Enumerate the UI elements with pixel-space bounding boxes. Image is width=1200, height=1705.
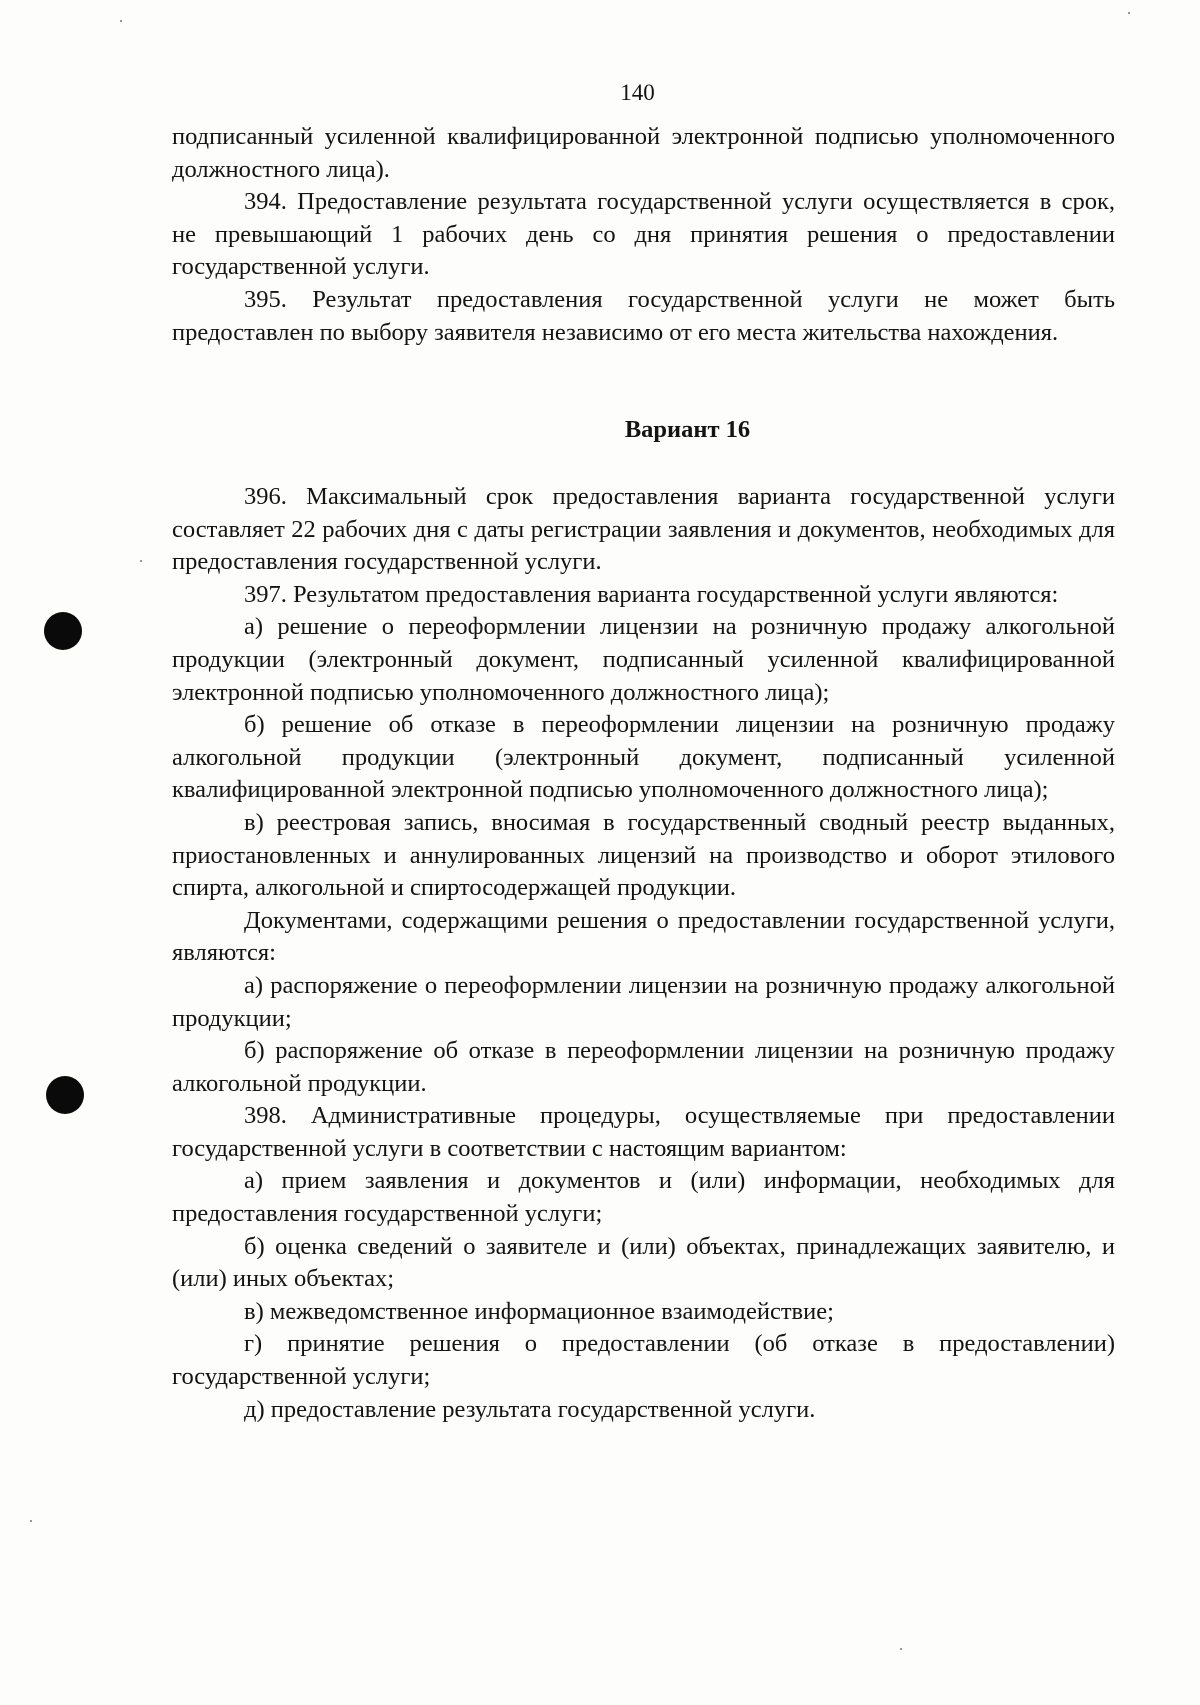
continuation-paragraph: подписанный усиленной квалифицированной электронной подписью уполномоченного должностного лица). [172, 123, 1115, 183]
scan-speck [1128, 12, 1130, 14]
top-text-block [172, 121, 1115, 349]
punch-hole-bottom [46, 1076, 84, 1114]
paragraph-397: 397. Результатом предоставления варианта государственной услуги являются: [244, 580, 1059, 608]
list-item-398-b: б) оценка сведений о заявителе и (или) объектах, принадлежащих заявителю, и (или) иных объектах; [172, 1232, 1115, 1293]
scan-speck [140, 560, 142, 562]
page-number: 140 [620, 80, 655, 105]
paragraph-394: 394. Предоставление результата государственной услуги осуществляется в срок, не превышающий 1 рабочих день со дня принятия решения о предоставлении государственной услуги. [172, 188, 1115, 281]
paragraph-395: 395. Результат предоставления государственной услуги не может быть предоставлен по выбору заявителя независимо от его места жительства нахождения. [172, 285, 1115, 346]
scan-speck [120, 20, 122, 22]
list-item-398-g: г) принятие решения о предоставлении (об отказе в предоставлении) государственной услуги; [172, 1330, 1115, 1391]
list-item-397-a: а) решение о переоформлении лицензии на розничную продажу алкогольной продукции (электронный документ, подписанный усиленной квалифицированной электронной подписью уполномоченного должностного лица); [172, 613, 1115, 706]
list-item-decision-b: б) распоряжение об отказе в переоформлении лицензии на розничную продажу алкогольной продукции. [172, 1037, 1115, 1097]
list-item-398-d: д) предоставление результата государственной услуги. [244, 1395, 816, 1423]
list-item-398-a: а) прием заявления и документов и (или) информации, необходимых для предоставления государственной услуги; [172, 1167, 1115, 1228]
scan-speck [30, 1520, 32, 1522]
decision-documents-paragraph: Документами, содержащими решения о предоставлении государственной услуги, являются: [172, 906, 1115, 967]
punch-hole-top [44, 612, 82, 650]
list-item-398-v: в) межведомственное информационное взаимодействие; [244, 1297, 834, 1325]
section-heading: Вариант 16 [624, 416, 751, 443]
paragraph-398: 398. Административные процедуры, осуществляемые при предоставлении государственной услуги в соответствии с настоящим вариантом: [172, 1102, 1115, 1162]
list-item-decision-a: а) распоряжение о переоформлении лицензии на розничную продажу алкогольной продукции; [172, 971, 1115, 1032]
list-item-397-b: б) решение об отказе в переоформлении лицензии на розничную продажу алкогольной продукции (электронный документ, подписанный усиленной квалифицированной электронной подписью уполномоченного должностного лица); [172, 711, 1115, 804]
paragraph-396: 396. Максимальный срок предоставления варианта государственной услуги составляет 22 рабочих дня с даты регистрации заявления и документов, необходимых для предоставления государственной услуги. [172, 483, 1115, 576]
list-item-397-v: в) реестровая запись, вносимая в государственный сводный реестр выданных, приостановленных и аннулированных лицензий на производство и оборот этилового спирта, алкогольной и спиртосодержащей продукции. [172, 808, 1115, 902]
scan-speck [900, 1648, 902, 1650]
main-text-block [172, 481, 1115, 1426]
